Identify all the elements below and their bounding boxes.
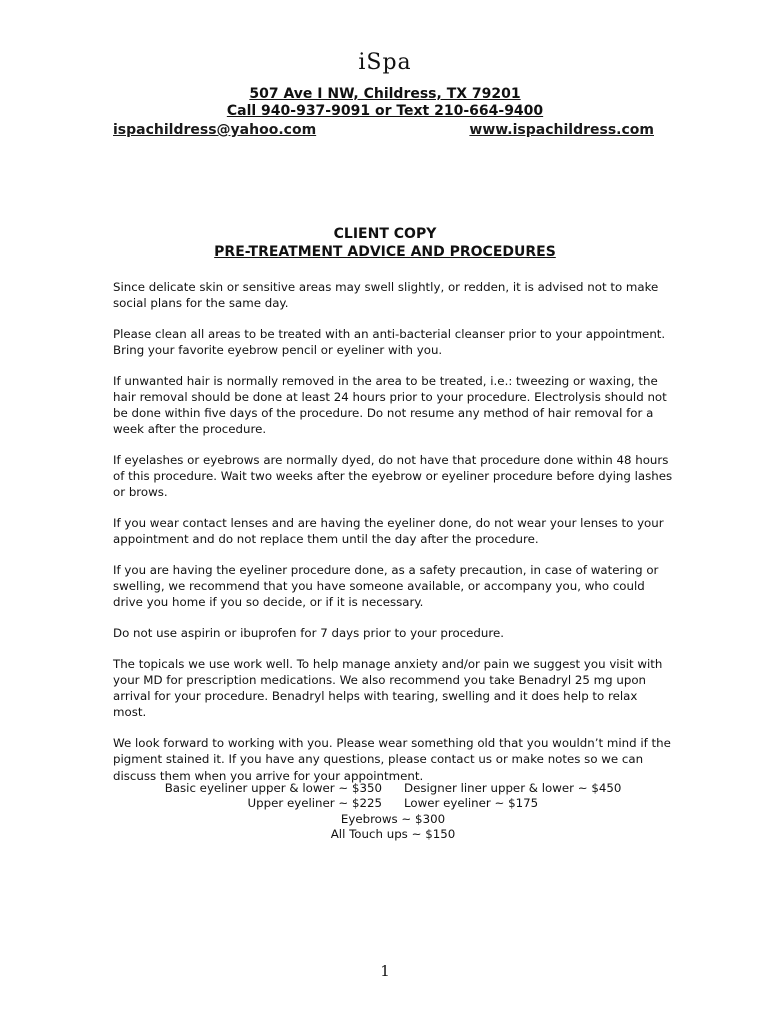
price-designer-liner: Designer liner upper & lower ~ $450 <box>404 781 622 795</box>
paragraph: We look forward to working with you. Please wear something old that you wouldn’t mind if the pigment stained it. If you have any questions, please contact us or make notes so we can discuss them when you arrive for your appointment. <box>113 736 671 783</box>
price-eyebrows: Eyebrows ~ $300 <box>340 811 446 826</box>
price-touch-ups: All Touch ups ~ $150 <box>330 827 456 842</box>
price-lower-eyeliner: Lower eyeliner ~ $175 <box>404 796 539 811</box>
advice-body <box>113 279 673 798</box>
paragraph: If you are having the eyeliner procedure done, as a safety precaution, in case of watering or swelling, we recommend that you have someone available, or accompany you, who could drive you home if you so decide, or if it is necessary. <box>113 563 659 610</box>
price-upper-eyeliner: Upper eyeliner ~ $225 <box>247 796 382 811</box>
price-basic-eyeliner: Basic eyeliner upper & lower ~ $350 <box>164 781 382 795</box>
email-link[interactable]: ispachildress@yahoo.com <box>113 122 317 138</box>
price-row <box>113 796 673 811</box>
document-title: CLIENT COPY <box>333 226 437 242</box>
paragraph: If eyelashes or eyebrows are normally dyed, do not have that procedure done within 48 hours of this procedure. Wait two weeks after the eyebrow or eyeliner procedure before dying lashes or brows. <box>113 453 673 500</box>
paragraph: If unwanted hair is normally removed in the area to be treated, i.e.: tweezing or waxing, the hair removal should be done at least 24 hours prior to your procedure. Electrolysis should not be done within five days of the procedure. Do not resume any method of hair removal for a week after the procedure. <box>113 373 667 437</box>
price-row <box>113 781 673 796</box>
page-number: 1 <box>380 962 390 980</box>
paragraph: Please clean all areas to be treated with an anti-bacterial cleanser prior to your appointment. Bring your favorite eyebrow pencil or eyeliner with you. <box>113 326 666 358</box>
paragraph: Since delicate skin or sensitive areas may swell slightly, or redden, it is advised not to make social plans for the same day. <box>113 280 659 311</box>
website-link[interactable]: www.ispachildress.com <box>469 122 654 138</box>
paragraph: If you wear contact lenses and are having the eyeliner done, do not wear your lenses to your appointment and do not replace them until the day after the procedure. <box>113 516 664 547</box>
phone-line: Call 940-937-9091 or Text 210-664-9400 <box>226 103 544 119</box>
address: 507 Ave I NW, Childress, TX 79201 <box>249 86 521 102</box>
price-list <box>113 781 673 843</box>
paragraph: The topicals we use work well. To help manage anxiety and/or pain we suggest you visit with your MD for prescription medications. We also recommend you take Benadryl 25 mg upon arrival for your procedure. Benadryl helps with tearing, swelling and it does help to relax most. <box>113 657 663 720</box>
document-subtitle: PRE-TREATMENT ADVICE AND PROCEDURES <box>214 244 556 260</box>
ispa-logo: iSpa <box>358 50 412 75</box>
paragraph: Do not use aspirin or ibuprofen for 7 days prior to your procedure. <box>113 626 504 641</box>
